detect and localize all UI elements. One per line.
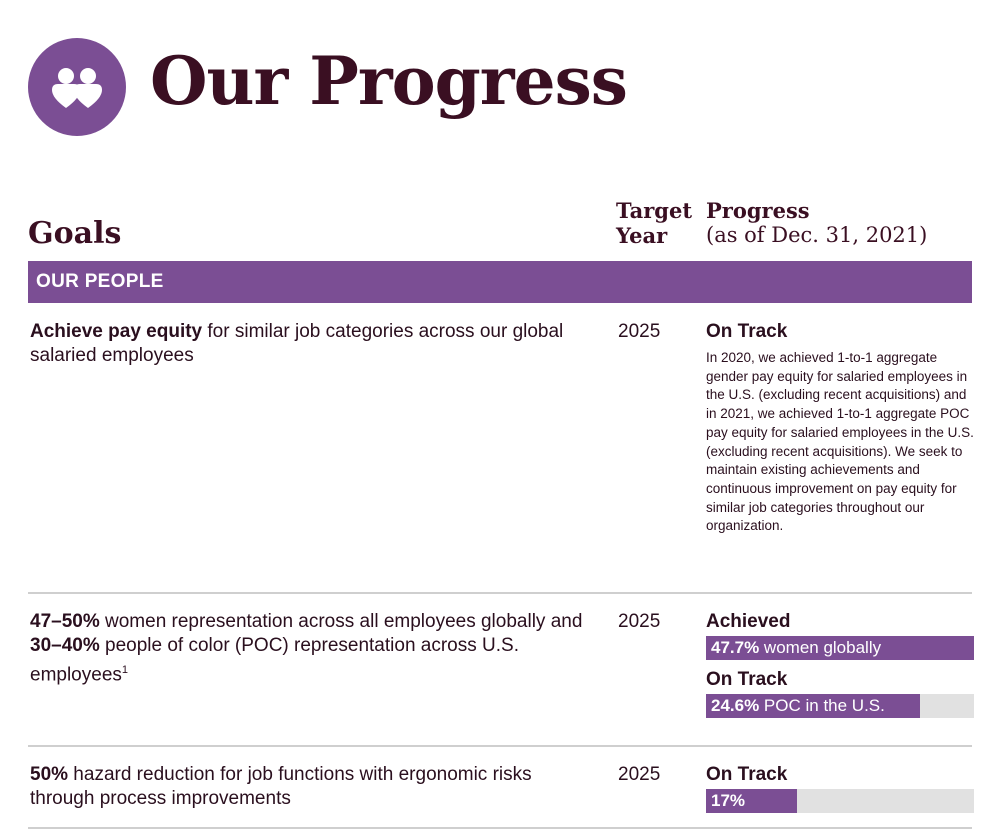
progress-bar-label [711, 696, 885, 716]
target-year: 2025 [618, 611, 661, 632]
progress-header-line1: Progress [706, 198, 810, 223]
target-header-line2: Year [616, 223, 668, 248]
progress-value: 17% [711, 791, 746, 810]
progress-caption: POC in the U.S. [759, 696, 885, 715]
target-header-line1: Target [616, 198, 693, 223]
status-label: On Track [706, 764, 788, 785]
goal-text [30, 610, 600, 687]
section-header-our-people [28, 261, 972, 303]
goal-text [30, 763, 600, 811]
target-year-column-header [616, 198, 692, 248]
target-year: 2025 [618, 764, 661, 785]
progress-bar-hazard [706, 789, 974, 813]
progress-header-date: (as of Dec. 31, 2021) [706, 223, 928, 247]
goal-description: hazard reduction for job functions with ergonomic risks through process improvements [30, 764, 532, 809]
progress-caption: women globally [759, 638, 882, 657]
progress-bar-label [711, 638, 881, 658]
goal-highlight: 47–50% [30, 611, 100, 632]
row-divider [28, 592, 972, 594]
progress-cell [706, 610, 974, 718]
footnote-marker: 1 [121, 664, 129, 676]
goal-description: for similar job categories across our global salaried employees [30, 321, 564, 366]
progress-bar-label [711, 791, 745, 811]
progress-value: 47.7% [711, 638, 760, 657]
target-year: 2025 [618, 321, 661, 342]
progress-cell [706, 320, 974, 536]
progress-note: In 2020, we achieved 1-to-1 aggregate gender pay equity for salaried employees in the U.S. (excluding recent acquisitions) and in 2021, we achieved 1-to-1 aggregate POC pay equity for salaried employees in the U.S. (excluding recent acquisitions). We seek to maintain existing achievements and continuous improvement on pay equity for similar job categories throughout our organization. [706, 350, 974, 534]
row-divider [28, 827, 972, 829]
goal-highlight: Achieve pay equity [30, 321, 203, 342]
status-label-2: On Track [706, 669, 788, 690]
progress-bar-poc [706, 694, 974, 718]
status-label: Achieved [706, 611, 791, 632]
section-label: OUR PEOPLE [36, 271, 164, 292]
goal-description: women representation across all employees globally and [99, 611, 583, 632]
goal-highlight-2: 30–40% [30, 635, 100, 656]
goal-text [30, 320, 600, 368]
people-group-icon [28, 38, 126, 136]
goal-description-2: people of color (POC) representation across U.S. employees [30, 635, 519, 686]
progress-value: 24.6% [711, 696, 760, 715]
goal-highlight: 50% [30, 764, 69, 785]
page-title: Our Progress [150, 42, 627, 120]
progress-cell [706, 763, 974, 813]
progress-bar-women [706, 636, 974, 660]
row-divider [28, 745, 972, 747]
progress-column-header [706, 198, 927, 248]
status-label: On Track [706, 321, 788, 342]
goals-column-header: Goals [28, 216, 122, 251]
